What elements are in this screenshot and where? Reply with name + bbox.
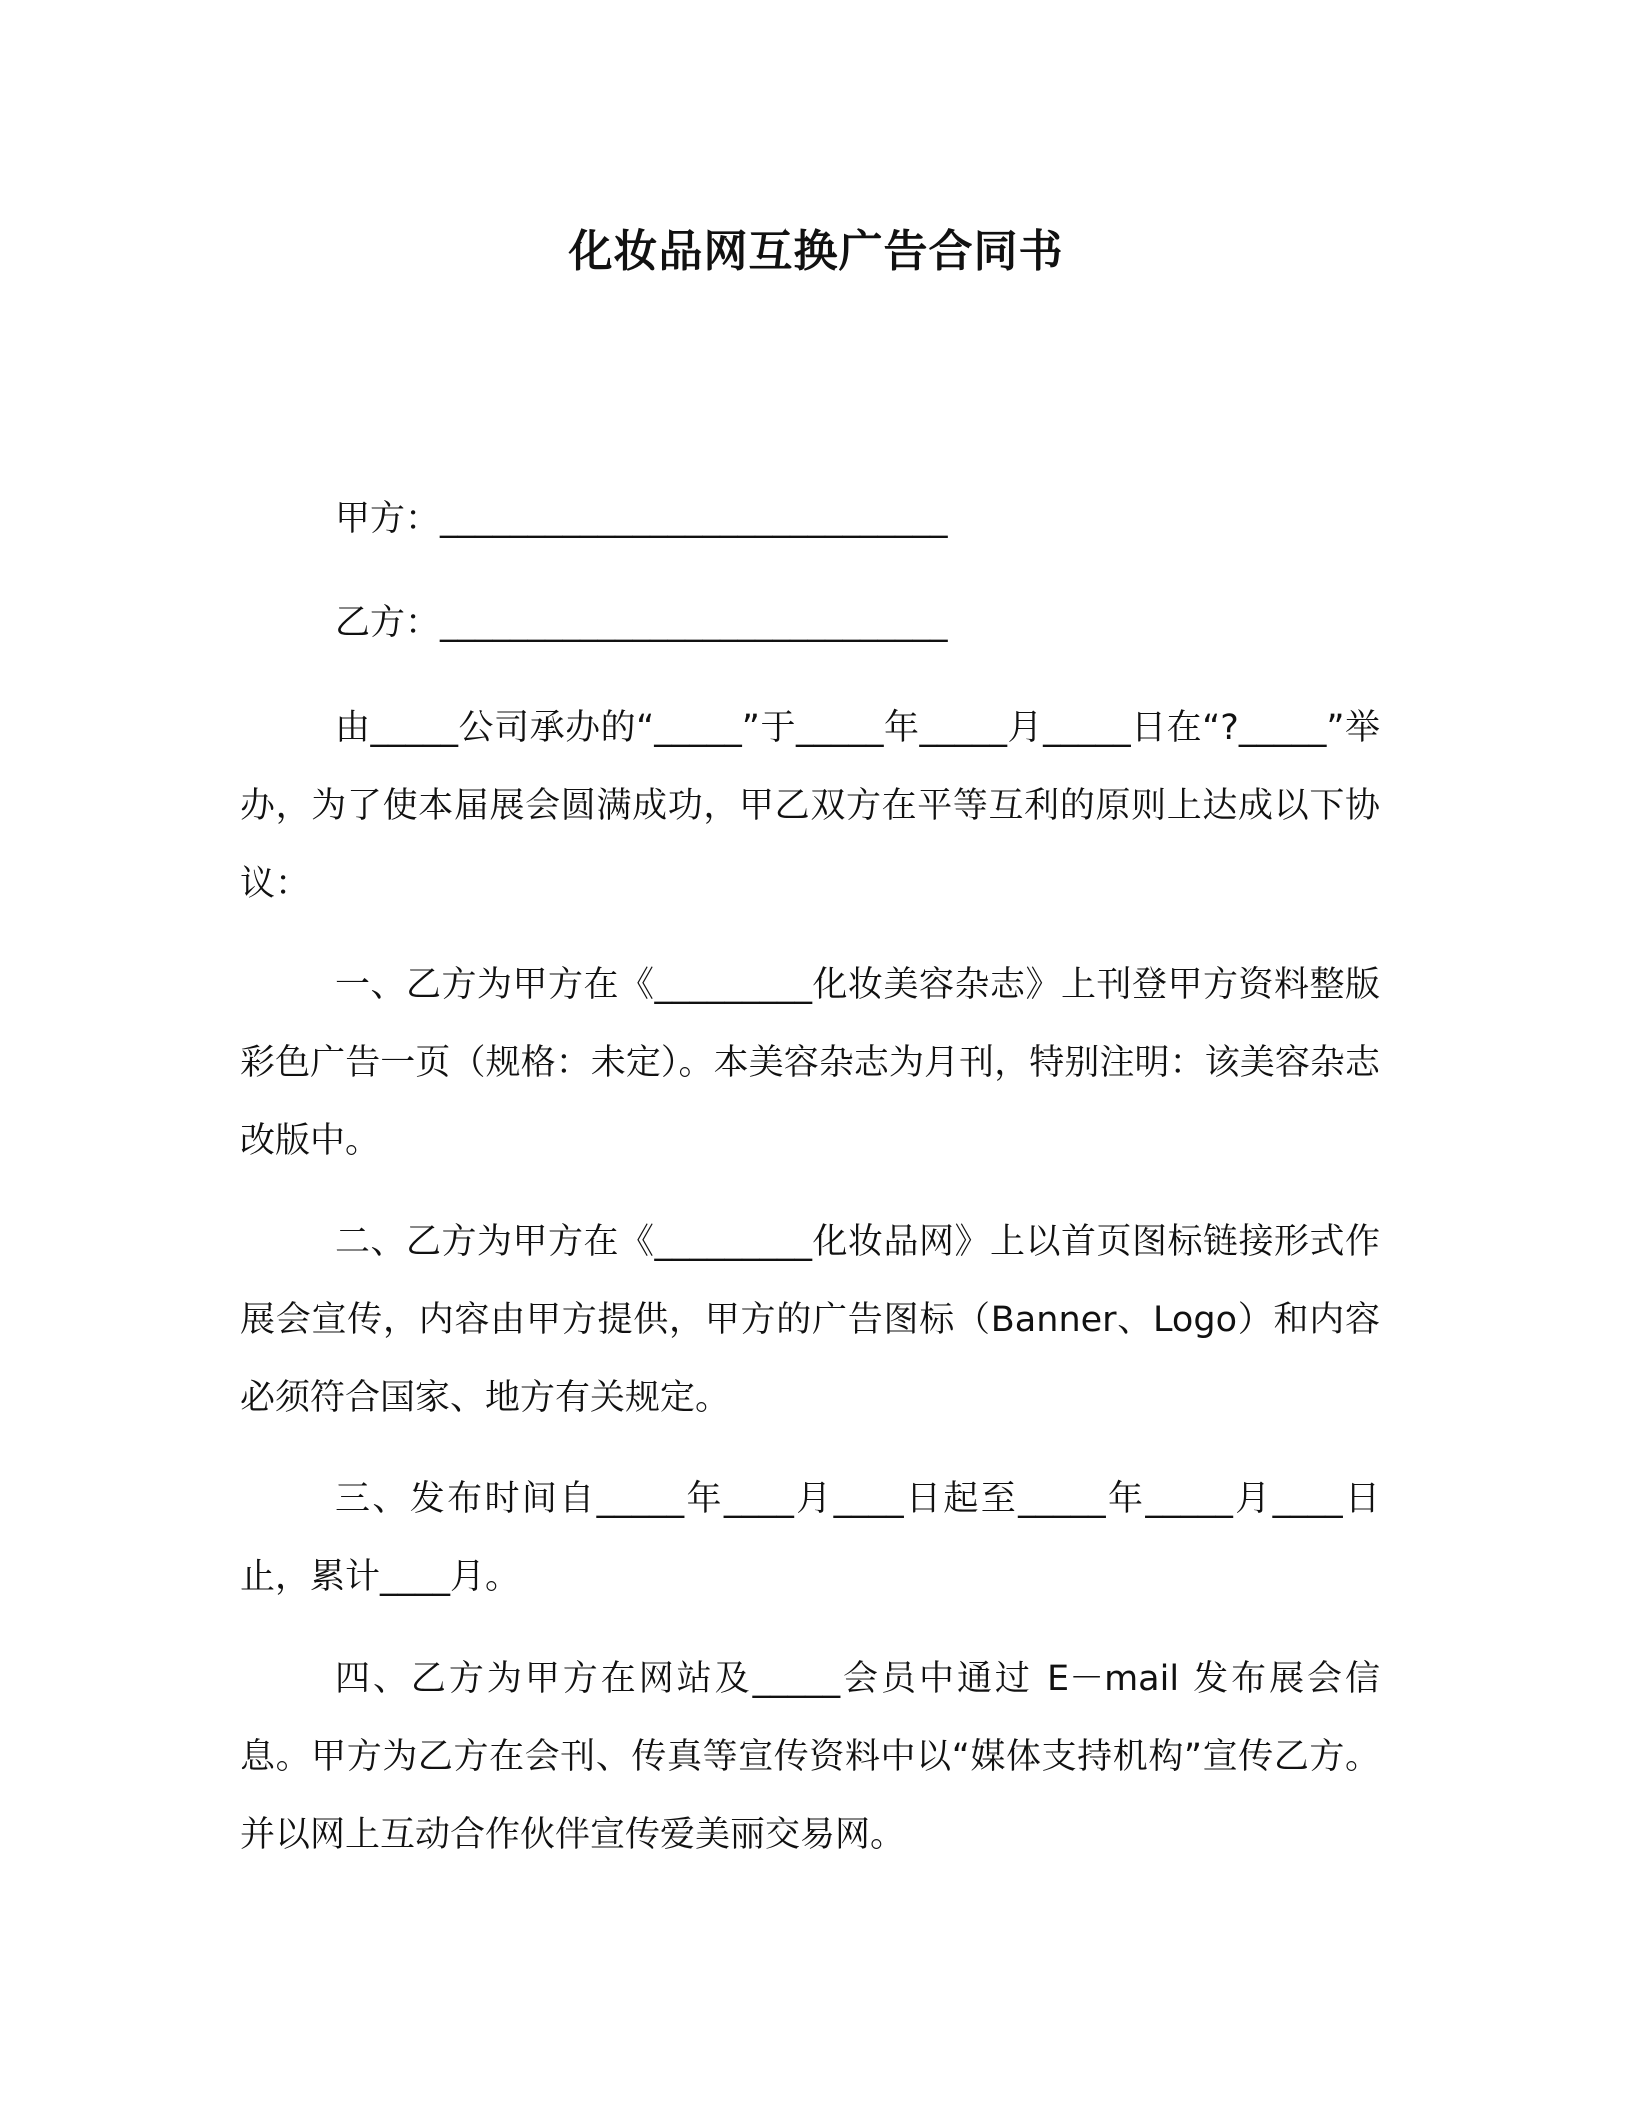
clause-3: 三、发布时间自_____年____月____日起至_____年_____月____日止，累计____月。 (240, 1479, 1380, 1597)
party-a-line: 甲方：_____________________________ (335, 499, 948, 539)
document-title: 化妆品网互换广告合同书 (568, 226, 1064, 277)
clause-4: 四、乙方为甲方在网站及_____会员中通过 E－mail 发布展会信息。甲方为乙方在会刊、传真等宣传资料中以“媒体支持机构”宣传乙方。并以网上互动合作伙伴宣传爱美丽交易网。 (240, 1659, 1380, 1855)
clause-2: 二、乙方为甲方在《_________化妆品网》上以首页图标链接形式作展会宣传，内容由甲方提供，甲方的广告图标（Banner、Logo）和内容必须符合国家、地方有关规定。 (240, 1222, 1380, 1418)
party-b-line: 乙方：_____________________________ (335, 603, 948, 643)
clause-1: 一、乙方为甲方在《_________化妆美容杂志》上刊登甲方资料整版彩色广告一页（规格：未定）。本美容杂志为月刊，特别注明：该美容杂志改版中。 (240, 965, 1380, 1161)
intro-paragraph: 由_____公司承办的“_____”于_____年_____月_____日在“?_____”举办，为了使本届展会圆满成功，甲乙双方在平等互利的原则上达成以下协议： (240, 708, 1380, 904)
